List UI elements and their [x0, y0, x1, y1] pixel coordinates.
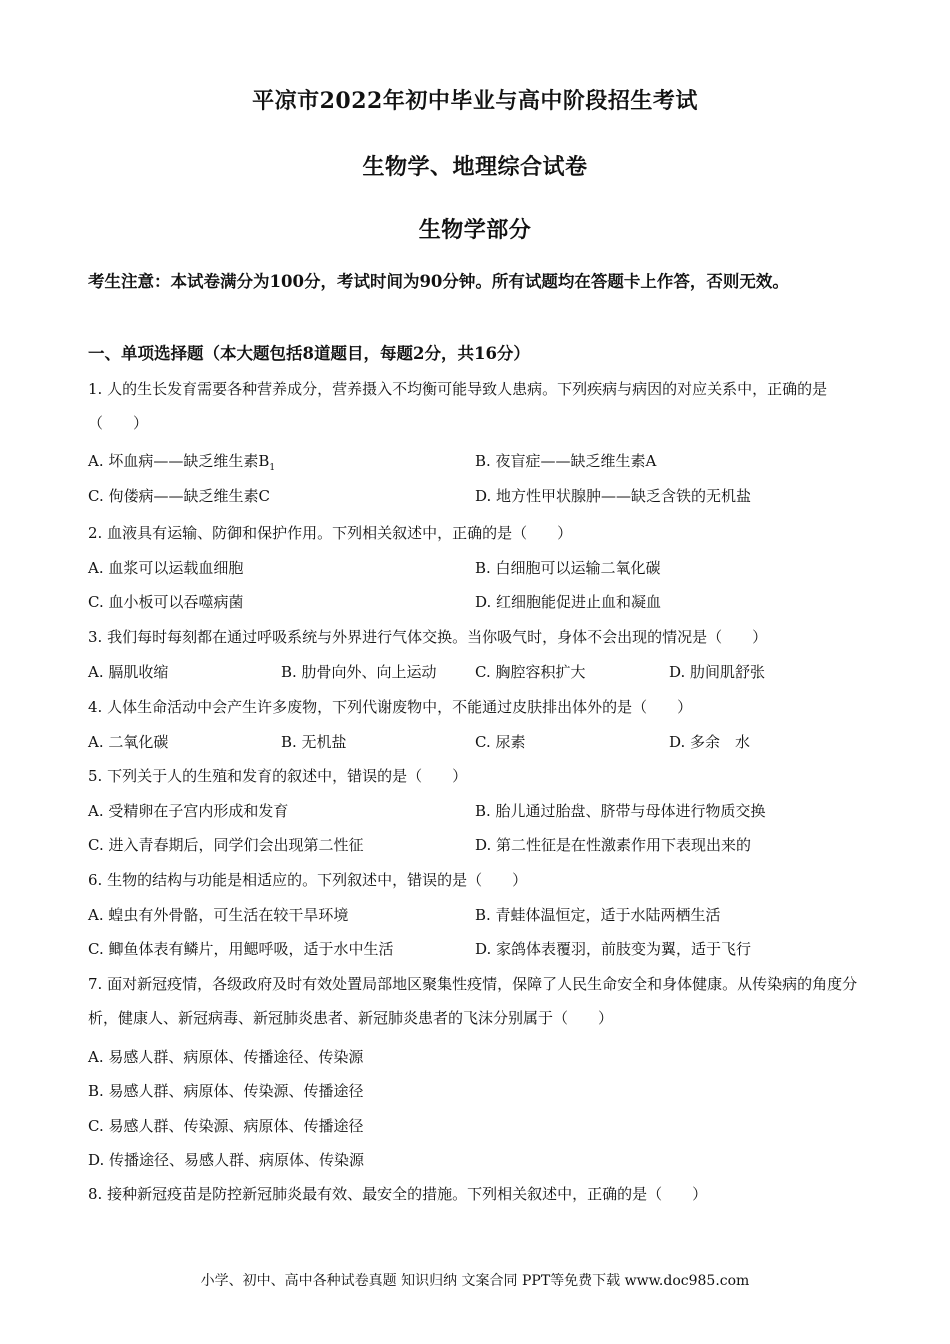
question-2-options-row-2	[88, 591, 868, 615]
question-4-stem: 4. 人体生命活动中会产生许多废物，下列代谢废物中，不能通过皮肤排出体外的是（ ）	[88, 698, 693, 716]
question-1-stem: 1. 人的生长发育需要各种营养成分，营养摄入不均衡可能导致人患病。下列疾病与病因的对应关系中，正确的是（ ）	[88, 380, 828, 432]
question-1-option-c: C. 佝偻病——缺乏维生素C	[88, 487, 270, 505]
question-7-option-a-row	[88, 1046, 868, 1070]
question-2-option-c: C. 血小板可以吞噬病菌	[88, 593, 244, 611]
question-5-options-row-2	[88, 834, 868, 858]
option-a-subscript: 1	[269, 463, 276, 473]
section-heading: 一、单项选择题（本大题包括8道题目，每题2分，共16分）	[88, 344, 530, 363]
question-3-stem: 3. 我们每时每刻都在通过呼吸系统与外界进行气体交换。当你吸气时，身体不会出现的情况是（ ）	[88, 628, 768, 646]
question-1-options-row-2	[88, 485, 868, 509]
question-3-option-a: A. 膈肌收缩	[88, 663, 169, 681]
question-4-option-b: B. 无机盐	[281, 733, 347, 751]
page-footer: 小学、初中、高中各种试卷真题 知识归纳 文案合同 PPT等免费下载 www.doc985.com	[200, 1273, 750, 1289]
question-7-option-d-row	[88, 1149, 868, 1173]
question-3-option-b: B. 肋骨向外、向上运动	[281, 663, 437, 681]
question-3-option-d: D. 肋间肌舒张	[669, 663, 766, 681]
question-7-option-b-row	[88, 1080, 868, 1104]
question-5-option-d: D. 第二性征是在性激素作用下表现出来的	[475, 836, 752, 854]
exam-title: 平凉市2022年初中毕业与高中阶段招生考试	[252, 88, 698, 114]
question-2-option-a: A. 血浆可以运载血细胞	[88, 559, 244, 577]
question-6-options-row-2	[88, 938, 868, 962]
question-2-stem: 2. 血液具有运输、防御和保护作用。下列相关叙述中，正确的是（ ）	[88, 524, 573, 542]
question-1-options-row-1	[88, 450, 868, 474]
question-1-option-b: B. 夜盲症——缺乏维生素A	[475, 452, 657, 470]
question-5-stem: 5. 下列关于人的生殖和发育的叙述中，错误的是（ ）	[88, 767, 468, 785]
question-7-option-a: A. 易感人群、病原体、传播途径、传染源	[88, 1048, 364, 1066]
question-3-option-c: C. 胸腔容积扩大	[475, 663, 586, 681]
question-8-stem: 8. 接种新冠疫苗是防控新冠肺炎最有效、最安全的措施。下列相关叙述中，正确的是（ ）	[88, 1185, 708, 1203]
question-4-option-d: D. 多余 水	[669, 733, 751, 751]
question-6-option-c: C. 鲫鱼体表有鳞片，用鳃呼吸，适于水中生活	[88, 940, 394, 958]
question-4-option-a: A. 二氧化碳	[88, 733, 169, 751]
question-2-options-row-1	[88, 557, 868, 581]
question-5-option-a: A. 受精卵在子宫内形成和发育	[88, 802, 289, 820]
question-7-option-c: C. 易感人群、传染源、病原体、传播途径	[88, 1117, 364, 1135]
question-5-option-c: C. 进入青春期后，同学们会出现第二性征	[88, 836, 364, 854]
question-7-option-c-row	[88, 1115, 868, 1139]
question-2-option-d: D. 红细胞能促进止血和凝血	[475, 593, 662, 611]
question-6-option-d: D. 家鸽体表覆羽，前肢变为翼，适于飞行	[475, 940, 752, 958]
exam-notice: 考生注意：本试卷满分为100分，考试时间为90分钟。所有试题均在答题卡上作答，否则无效。	[88, 272, 789, 291]
section-part-title: 生物学部分	[418, 217, 532, 243]
question-6-option-b: B. 青蛙体温恒定，适于水陆两栖生活	[475, 906, 721, 924]
question-7-stem: 7. 面对新冠疫情，各级政府及时有效处置局部地区聚集性疫情，保障了人民生命安全和身体健康。从传染病的角度分析，健康人、新冠病毒、新冠肺炎患者、新冠肺炎患者的飞沫分别属于（ ）	[88, 975, 858, 1027]
option-a-text: A. 坏血病——缺乏维生素B	[88, 452, 270, 470]
question-4-option-c: C. 尿素	[475, 733, 526, 751]
question-7-option-b: B. 易感人群、病原体、传染源、传播途径	[88, 1082, 364, 1100]
question-7-option-d: D. 传播途径、易感人群、病原体、传染源	[88, 1151, 365, 1169]
exam-subtitle: 生物学、地理综合试卷	[362, 154, 588, 180]
question-1-option-d: D. 地方性甲状腺肿——缺乏含铁的无机盐	[475, 487, 752, 505]
question-4-options	[88, 731, 868, 755]
question-3-options	[88, 661, 868, 685]
question-6-option-a: A. 蝗虫有外骨骼，可生活在较干旱环境	[88, 906, 349, 924]
question-2-option-b: B. 白细胞可以运输二氧化碳	[475, 559, 661, 577]
question-5-options-row-1	[88, 800, 868, 824]
question-1-option-a	[88, 450, 275, 473]
question-6-stem: 6. 生物的结构与功能是相适应的。下列叙述中，错误的是（ ）	[88, 871, 528, 889]
question-6-options-row-1	[88, 904, 868, 928]
question-5-option-b: B. 胎儿通过胎盘、脐带与母体进行物质交换	[475, 802, 766, 820]
